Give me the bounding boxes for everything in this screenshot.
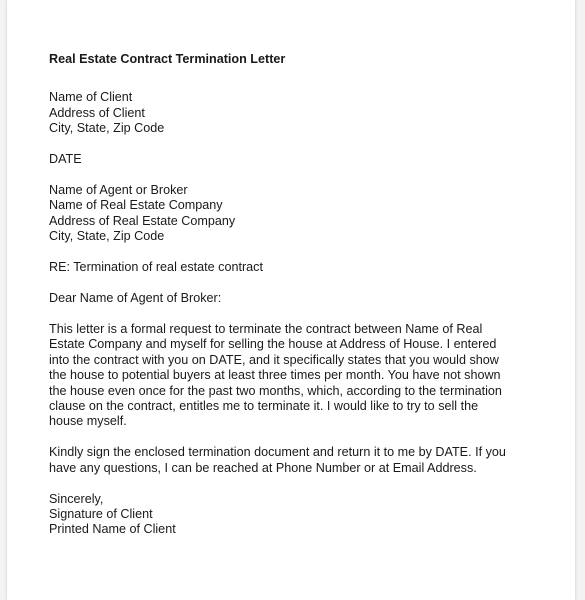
body-paragraph-2 — [49, 445, 549, 476]
letter-date: DATE — [49, 152, 82, 167]
paragraph-line: clause on the contract, entitles me to terminate it. I would like to try to sell the — [49, 399, 479, 413]
paragraph-line: Kindly sign the enclosed termination document and return it to me by DATE. If you — [49, 445, 506, 460]
date-block — [49, 152, 549, 167]
salutation-text: Dear Name of Agent of Broker: — [49, 291, 222, 306]
recipient-name: Name of Agent or Broker — [49, 183, 188, 198]
paragraph-line: into the contract with you on DATE, and it specifically states that you would show — [49, 352, 499, 367]
paragraph-line: the house even once for the past two months, which, according to the termination — [49, 383, 502, 398]
salutation — [49, 291, 549, 306]
paragraph-line: have any questions, I can be reached at Phone Number or at Email Address. — [49, 460, 477, 475]
closing-block — [49, 492, 549, 538]
body-paragraph-1 — [49, 322, 549, 430]
closing-signature: Signature of Client — [49, 507, 153, 522]
closing-printed-name: Printed Name of Client — [49, 522, 176, 537]
document-page — [7, 0, 575, 600]
client-city-state-zip: City, State, Zip Code — [49, 121, 165, 136]
subject-text: RE: Termination of real estate contract — [49, 260, 263, 275]
client-name: Name of Client — [49, 90, 133, 105]
recipient-company: Name of Real Estate Company — [49, 198, 223, 213]
recipient-address-block — [49, 183, 549, 245]
paragraph-line: Estate Company and myself for selling the house at Address of House. I entered — [49, 337, 497, 352]
letter-title: Real Estate Contract Termination Letter — [49, 52, 286, 66]
subject-line — [49, 260, 549, 275]
client-address: Address of Client — [49, 105, 145, 120]
recipient-city-state-zip: City, State, Zip Code — [49, 229, 165, 244]
recipient-company-address: Address of Real Estate Company — [49, 213, 236, 228]
paragraph-line: house myself. — [49, 414, 127, 429]
letter-content — [49, 52, 549, 553]
paragraph-line: This letter is a formal request to terminate the contract between Name of Real — [49, 321, 483, 336]
closing-valediction: Sincerely, — [49, 491, 104, 506]
client-address-block — [49, 90, 549, 136]
paragraph-line: the house to potential buyers at least three times per month. You have not shown — [49, 368, 501, 383]
